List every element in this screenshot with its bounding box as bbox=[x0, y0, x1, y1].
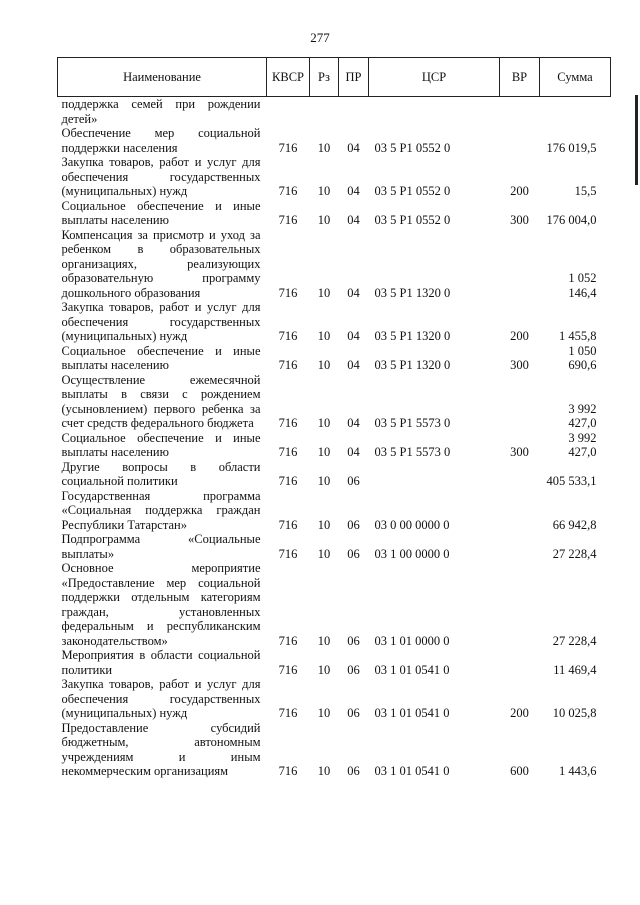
row-sum: 1 052 146,4 bbox=[568, 271, 597, 300]
table-row bbox=[58, 373, 611, 431]
row-vr: 200 bbox=[510, 184, 529, 198]
row-pr: 06 bbox=[347, 706, 360, 720]
row-vr bbox=[500, 561, 540, 648]
row-csr: 03 5 P1 1320 0 bbox=[374, 285, 451, 300]
row-sum: 1 455,8 bbox=[559, 329, 597, 343]
table-row bbox=[58, 460, 611, 489]
row-csr: 03 1 01 0541 0 bbox=[374, 662, 450, 677]
row-csr: 03 5 P1 5573 0 bbox=[374, 445, 451, 459]
table-row bbox=[58, 561, 611, 648]
row-name: Обеспечение мер социальной поддержки населения bbox=[61, 126, 261, 155]
row-sum: 66 942,8 bbox=[552, 517, 597, 532]
row-kvsr: 716 bbox=[278, 546, 298, 561]
row-pr: 06 bbox=[347, 546, 360, 561]
row-rz: 10 bbox=[317, 633, 331, 648]
table-row bbox=[58, 489, 611, 533]
row-sum: 405 533,1 bbox=[546, 474, 597, 488]
row-sum: 10 025,8 bbox=[552, 706, 597, 720]
row-name: Социальное обеспечение и иные выплаты населению bbox=[61, 198, 261, 227]
row-pr: 04 bbox=[347, 416, 360, 430]
row-csr: 03 5 P1 0552 0 bbox=[374, 213, 451, 227]
row-vr bbox=[500, 460, 540, 489]
row-pr: 06 bbox=[347, 474, 360, 488]
header-csr: ЦСР bbox=[369, 58, 500, 97]
row-rz: 10 bbox=[317, 764, 331, 778]
row-name: Осуществление ежемесячной выплаты в связи с рождением (усыновлением) первого ребенка за счет средств федерального бюджета bbox=[61, 372, 261, 430]
row-pr: 04 bbox=[347, 285, 360, 300]
row-name: Социальное обеспечение и иные выплаты населению bbox=[61, 430, 261, 459]
continuation-text: поддержка семей при рождении детей» bbox=[61, 97, 261, 126]
row-vr bbox=[500, 126, 540, 155]
row-name: Предоставление субсидий бюджетным, автономным учреждениям и иным некоммерческим организациям bbox=[61, 720, 261, 778]
row-sum: 27 228,4 bbox=[552, 633, 597, 648]
table-row bbox=[58, 344, 611, 373]
row-vr bbox=[500, 648, 540, 677]
row-rz: 10 bbox=[317, 184, 331, 198]
header-rz: Рз bbox=[310, 58, 339, 97]
header-kvsr: КВСР bbox=[267, 58, 310, 97]
continuation-row bbox=[58, 97, 611, 127]
row-sum: 1 443,6 bbox=[559, 764, 597, 778]
table-row bbox=[58, 677, 611, 721]
row-rz: 10 bbox=[317, 213, 331, 227]
row-name: Подпрограмма «Социальные выплаты» bbox=[61, 532, 261, 561]
row-name: Другие вопросы в области социальной политики bbox=[61, 459, 261, 488]
table-row bbox=[58, 721, 611, 779]
row-name: Основное мероприятие «Предоставление мер социальной поддержки отдельным категориям граждан, установленных федеральным и республиканским законодательством» bbox=[61, 561, 261, 648]
table-row bbox=[58, 199, 611, 228]
row-sum: 3 992 427,0 bbox=[568, 430, 597, 459]
row-sum: 176 019,5 bbox=[546, 140, 597, 155]
table-row bbox=[58, 126, 611, 155]
row-rz: 10 bbox=[317, 140, 331, 155]
header-pr: ПР bbox=[339, 58, 369, 97]
row-vr: 200 bbox=[510, 329, 529, 343]
row-kvsr: 716 bbox=[278, 706, 298, 720]
row-rz: 10 bbox=[317, 546, 331, 561]
table-row bbox=[58, 431, 611, 460]
header-name: Наименование bbox=[58, 58, 267, 97]
table-row bbox=[58, 648, 611, 677]
row-pr: 06 bbox=[347, 662, 360, 677]
row-name: Мероприятия в области социальной политики bbox=[61, 648, 261, 677]
row-rz: 10 bbox=[317, 517, 331, 532]
row-vr: 300 bbox=[510, 213, 529, 227]
row-kvsr: 716 bbox=[278, 633, 298, 648]
row-vr bbox=[500, 373, 540, 431]
row-name: Государственная программа «Социальная поддержка граждан Республики Татарстан» bbox=[61, 488, 261, 532]
row-name: Социальное обеспечение и иные выплаты населению bbox=[61, 343, 261, 372]
table-row bbox=[58, 228, 611, 301]
row-pr: 04 bbox=[347, 140, 360, 155]
row-kvsr: 716 bbox=[278, 416, 298, 430]
budget-table bbox=[57, 57, 611, 779]
row-kvsr: 716 bbox=[278, 140, 298, 155]
row-pr: 06 bbox=[347, 633, 360, 648]
page-number: 277 bbox=[310, 30, 330, 45]
row-sum: 11 469,4 bbox=[553, 662, 597, 677]
row-csr bbox=[369, 460, 500, 489]
row-rz: 10 bbox=[317, 662, 331, 677]
row-rz: 10 bbox=[317, 706, 331, 720]
table-row bbox=[58, 300, 611, 344]
row-pr: 06 bbox=[347, 517, 360, 532]
row-kvsr: 716 bbox=[278, 213, 298, 227]
row-kvsr: 716 bbox=[278, 662, 298, 677]
row-vr: 600 bbox=[510, 764, 529, 778]
row-vr bbox=[500, 228, 540, 301]
row-name: Закупка товаров, работ и услуг для обеспечения государственных (муниципальных) нужд bbox=[61, 155, 261, 198]
row-pr: 04 bbox=[347, 445, 360, 459]
row-rz: 10 bbox=[317, 474, 331, 488]
row-kvsr: 716 bbox=[278, 329, 298, 343]
row-csr: 03 5 P1 0552 0 bbox=[374, 184, 451, 198]
row-vr: 300 bbox=[510, 445, 529, 459]
row-sum: 1 050 690,6 bbox=[568, 343, 597, 372]
row-csr: 03 1 00 0000 0 bbox=[374, 546, 450, 561]
table-header-row bbox=[58, 58, 611, 97]
row-rz: 10 bbox=[317, 445, 331, 459]
row-csr: 03 5 P1 1320 0 bbox=[374, 358, 451, 372]
row-csr: 03 1 01 0541 0 bbox=[374, 764, 450, 778]
table-row bbox=[58, 155, 611, 199]
row-sum: 27 228,4 bbox=[552, 546, 597, 561]
row-csr: 03 0 00 0000 0 bbox=[374, 517, 450, 532]
row-vr: 200 bbox=[510, 706, 529, 720]
row-csr: 03 5 P1 1320 0 bbox=[374, 329, 451, 343]
row-rz: 10 bbox=[317, 285, 331, 300]
row-pr: 04 bbox=[347, 213, 360, 227]
header-sum: Сумма bbox=[540, 58, 611, 97]
table-row bbox=[58, 532, 611, 561]
row-pr: 04 bbox=[347, 358, 360, 372]
row-name: Закупка товаров, работ и услуг для обеспечения государственных (муниципальных) нужд bbox=[61, 300, 261, 343]
row-kvsr: 716 bbox=[278, 184, 298, 198]
row-kvsr: 716 bbox=[278, 517, 298, 532]
row-vr bbox=[500, 489, 540, 533]
row-csr: 03 5 P1 5573 0 bbox=[374, 416, 451, 430]
row-sum: 15,5 bbox=[574, 184, 597, 198]
row-name: Компенсация за присмотр и уход за ребенком в образовательных организациях, реализующих образовательную программу дошкольного образования bbox=[61, 227, 261, 300]
row-sum: 176 004,0 bbox=[546, 213, 597, 227]
row-name: Закупка товаров, работ и услуг для обеспечения государственных (муниципальных) нужд bbox=[61, 677, 261, 720]
row-kvsr: 716 bbox=[278, 285, 298, 300]
row-csr: 03 1 01 0000 0 bbox=[374, 633, 450, 648]
row-kvsr: 716 bbox=[278, 358, 298, 372]
row-pr: 04 bbox=[347, 329, 360, 343]
row-kvsr: 716 bbox=[278, 764, 298, 778]
row-kvsr: 716 bbox=[278, 474, 298, 488]
header-vr: ВР bbox=[500, 58, 540, 97]
row-pr: 04 bbox=[347, 184, 360, 198]
row-rz: 10 bbox=[317, 416, 331, 430]
row-kvsr: 716 bbox=[278, 445, 298, 459]
row-sum: 3 992 427,0 bbox=[568, 401, 597, 430]
row-csr: 03 1 01 0541 0 bbox=[374, 706, 450, 720]
row-vr bbox=[500, 532, 540, 561]
row-pr: 06 bbox=[347, 764, 360, 778]
row-vr: 300 bbox=[510, 358, 529, 372]
scan-edge-mark bbox=[635, 95, 638, 185]
row-csr: 03 5 P1 0552 0 bbox=[374, 140, 451, 155]
row-rz: 10 bbox=[317, 329, 331, 343]
row-rz: 10 bbox=[317, 358, 331, 372]
